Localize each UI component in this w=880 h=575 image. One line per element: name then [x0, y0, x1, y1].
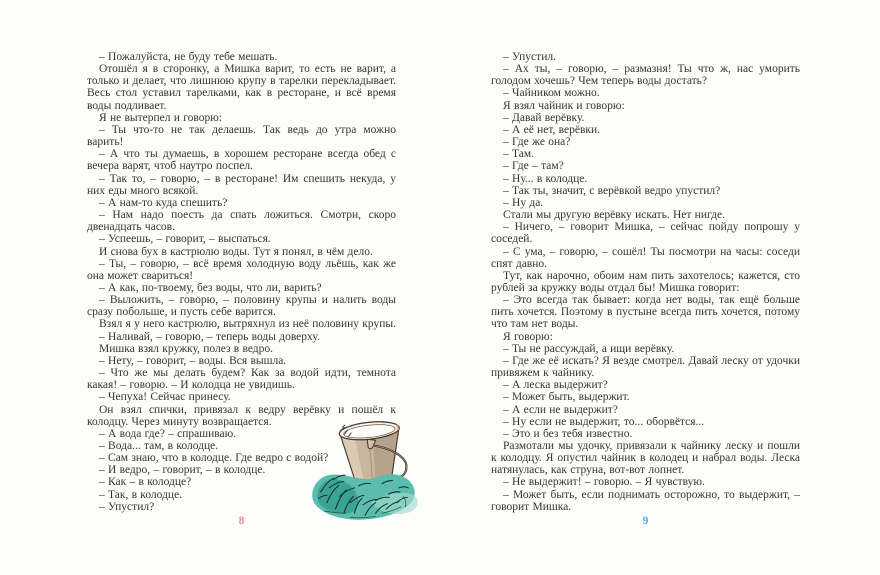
paragraph: – Вода... там, в колодце. [99, 440, 219, 452]
paragraph: И снова бух в кастрюлю воды. Тут я понял, в чём дело. [99, 245, 373, 258]
paragraph: – Так, в колодце. [99, 488, 183, 501]
paragraph: – Так то, – говорю, – в ресторане! Им спешить некуда, у них еды много всякой. [87, 172, 396, 197]
paragraph: Тут, как нарочно, обоим нам пить захотелось; кажется, сто рублей за кружку воды отдал бы! Мишка говорит: [491, 269, 800, 294]
paragraph: – Ну если не выдержит, то... оборвётся... [503, 415, 705, 428]
paragraph: – Наливай, – говорю, – теперь воды доверху. [99, 330, 320, 343]
paragraph: Я говорю: [503, 330, 553, 343]
paragraph: – Чепуха! Сейчас принесу. [99, 391, 231, 404]
paragraph: – А её нет, верёвки. [503, 123, 601, 136]
paragraph: – Как – в колодце? [99, 476, 192, 489]
paragraph: – Это и без тебя известно. [503, 427, 633, 440]
paragraph: – И ведро, – говорит, – в колодце. [99, 464, 266, 477]
bucket-illustration [308, 418, 420, 526]
paragraph: – Чайником можно. [503, 87, 600, 100]
page-number-right: 9 [642, 515, 649, 527]
paragraph: – Может быть, выдержит. [503, 391, 630, 404]
paragraph: Отошёл я в сторонку, а Мишка варит, то есть не варит, а только и делает, что лишнюю крупу в тарелки перекладывает. Весь стол уставил тарелками, как в ресторане, и всё время воды подливает. [87, 63, 396, 112]
paragraph: – Сам знаю, что в колодце. Где ведро с водой? [99, 452, 329, 465]
paragraph: – А если не выдержит? [503, 403, 618, 416]
paragraph: – А леска выдержит? [503, 379, 608, 392]
paragraph: – Ничего, – говорит Мишка, – сейчас пойду попрошу у соседей. [491, 221, 800, 246]
paragraph: Он взял спички, привязал к ведру верёвку и пошёл к колодцу. Через минуту возвращается. [87, 403, 396, 428]
paragraph: – Не выдержит! – говорю. – Я чувствую. [503, 476, 705, 489]
bucket-in-grass-icon [308, 418, 420, 526]
paragraph: – Выложить, – говорю, – половину крупы и налить воды сразу побольше, и пусть себе варится. [87, 294, 396, 319]
paragraph: – Упустил. [503, 51, 556, 63]
paragraph: – Ну... в колодце. [503, 172, 588, 185]
paragraph: – Где – там? [503, 160, 564, 173]
paragraph: – Так ты, значит, с верёвкой ведро упустил? [503, 184, 721, 197]
paragraph: – Нету, – говорит, – воды. Вся вышла. [99, 354, 287, 367]
paragraph: – А что ты думаешь, в хорошем ресторане всегда обед с вечера варят, чтоб наутро поспел. [87, 148, 396, 173]
paragraph: – Может быть, если поднимать осторожно, то выдержит, – говорит Мишка. [491, 488, 800, 513]
paragraph: – Где же её искать? Я везде смотрел. Давай леску от удочки привяжем к чайнику. [491, 354, 800, 380]
paragraph: Я не вытерпел и говорю: [99, 111, 223, 124]
paragraph: – Ах ты, – говорю, – размазня! Ты что ж, нас уморить голодом хочешь? Чем теперь воды достать? [491, 63, 800, 88]
paragraph: – Что же мы делать будем? Как за водой идти, темнота какая! – говорю. – И колодца не увидишь. [87, 367, 396, 392]
paragraph: – С ума, – говорю, – сошёл! Ты посмотри на часы: соседи спят давно. [491, 245, 800, 270]
paragraph: Мишка взял кружку, полез в ведро. [99, 342, 274, 355]
paragraph: – Там. [503, 148, 535, 161]
paragraph: – Это всегда так бывает: когда нет воды, так ещё больше пить хочется. Поэтому в пустыне всегда пить хочется, потому что там нет воды. [491, 294, 800, 331]
paragraph: – Ну да. [503, 196, 544, 209]
paragraph: – А как, по-твоему, без воды, что ли, варить? [99, 281, 322, 294]
paragraph: – Где же она? [503, 136, 571, 149]
paragraph: – Давай верёвку. [503, 111, 585, 124]
paragraph: – Ты что-то не так делаешь. Так ведь до утра можно варить! [87, 123, 396, 149]
paragraph: Стали мы другую верёвку искать. Нет нигде. [503, 209, 725, 222]
paragraph: – Ты не рассуждай, а ищи верёвку. [503, 342, 675, 355]
paragraph: Я взял чайник и говорю: [503, 99, 625, 112]
paragraph: – Пожалуйста, не буду тебе мешать. [99, 51, 278, 63]
paragraph: – А нам-то куда спешить? [99, 196, 228, 209]
paragraph: – А вода где? – спрашиваю. [99, 427, 237, 440]
page-number-left: 8 [238, 515, 245, 527]
paragraph: – Ты, – говорю, – всё время холодную воду льёшь, как же она может свариться! [87, 257, 396, 282]
page-right-text [491, 51, 800, 513]
paragraph: – Нам надо поесть да спать ложиться. Смотри, скоро двенадцать часов. [87, 209, 396, 234]
paragraph: – Упустил? [99, 500, 155, 513]
paragraph: Размотали мы удочку, привязали к чайнику леску и пошли к колодцу. Я опустил чайник в колодец и набрал воды. Леска натянулась, как струна, вот-вот лопнет. [491, 440, 800, 477]
paragraph: Взял я у него кастрюлю, вытряхнул из неё половину крупы. [99, 318, 396, 331]
paragraph: – Успеешь, – говорит, – выспаться. [99, 233, 271, 246]
